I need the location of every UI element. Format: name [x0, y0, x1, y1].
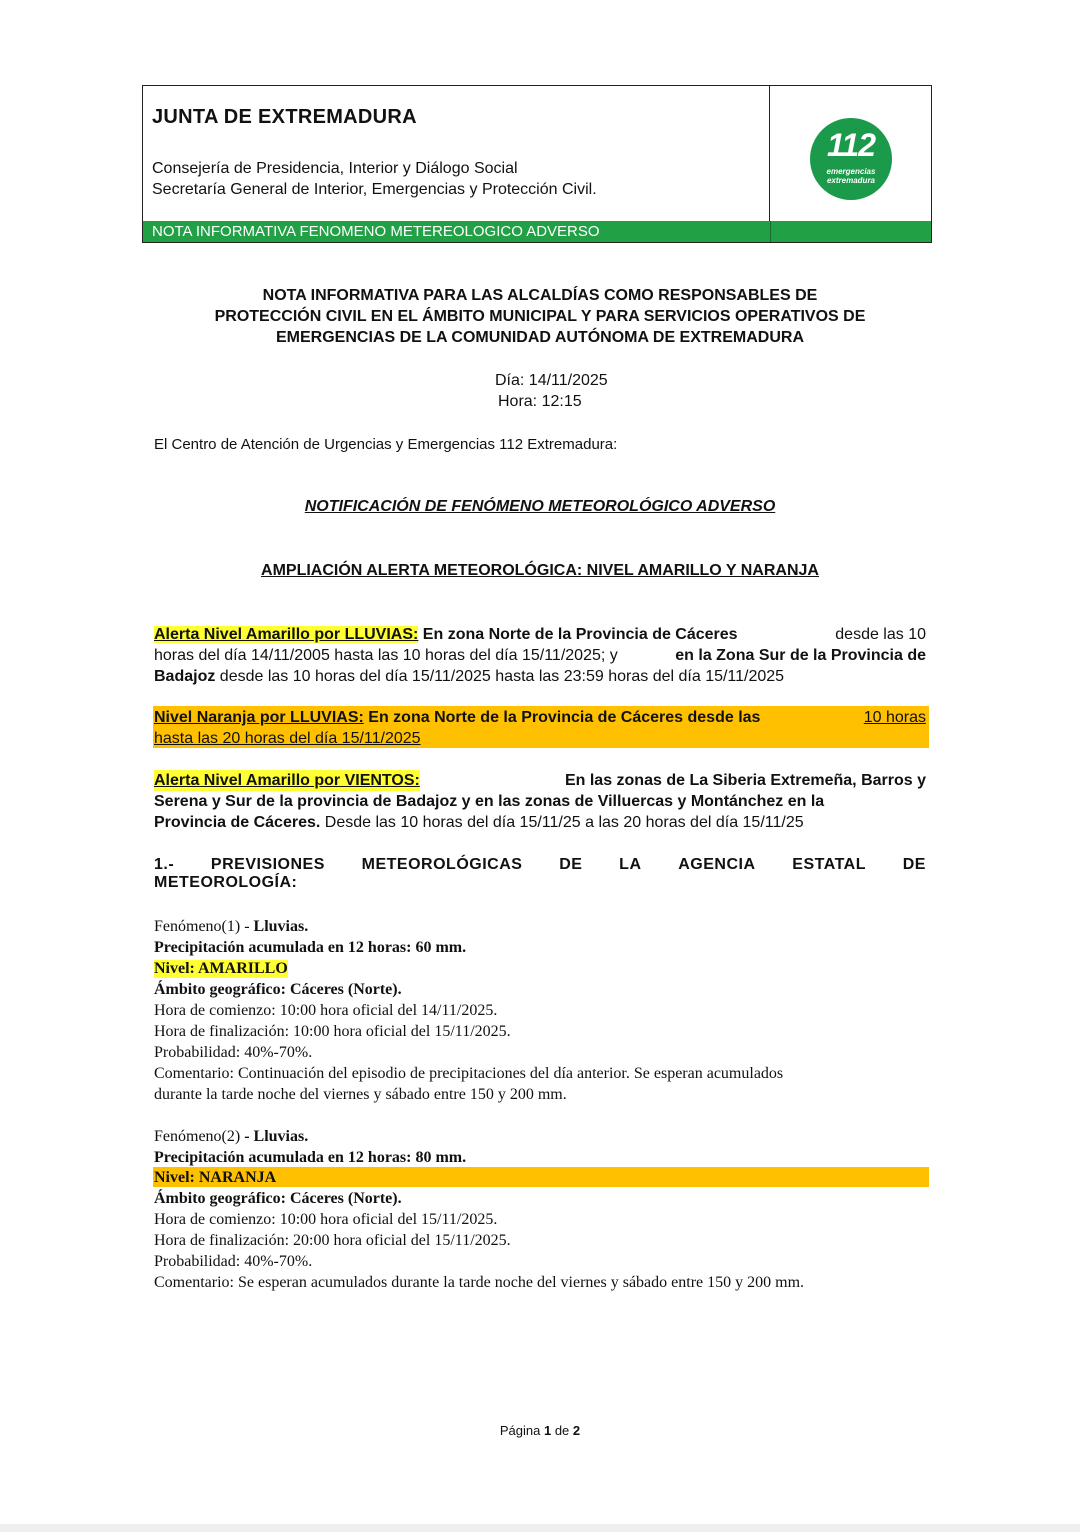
section-1-word: DE	[902, 856, 926, 873]
phenomenon-2-level: Nivel: NARANJA	[154, 1169, 277, 1186]
alert-rain-yellow-line-1	[154, 624, 926, 645]
phenomenon-2-probability: Probabilidad: 40%-70%.	[154, 1253, 313, 1270]
footer-separator: de	[554, 1423, 570, 1438]
section-1-word: AGENCIA	[678, 856, 756, 873]
phenomenon-1-title-bold: Lluvias.	[253, 918, 309, 935]
alert-rain-orange-zone: En zona Norte de la Provincia de Cáceres desde las	[368, 709, 761, 726]
header-box	[142, 85, 932, 243]
extension-title: AMPLIACIÓN ALERTA METEOROLÓGICA: NIVEL AMARILLO Y NARANJA	[261, 562, 819, 579]
footer-total-pages: 2	[572, 1423, 581, 1438]
section-1-word: ESTATAL	[792, 856, 866, 873]
alert-rain-orange	[154, 707, 926, 749]
alert-rain-yellow-zone2b: Badajoz	[154, 668, 216, 685]
intro-text: El Centro de Atención de Urgencias y Emergencias 112 Extremadura:	[154, 436, 618, 453]
phenomenon-2-title	[154, 1128, 308, 1146]
phenomenon-1-scope: Ámbito geográfico: Cáceres (Norte).	[154, 981, 402, 998]
alert-rain-yellow	[154, 624, 926, 687]
alert-wind-yellow-line-3	[154, 812, 926, 833]
alert-rain-yellow-zone2: en la Zona Sur de la Provincia de	[675, 647, 926, 664]
department-line-2: Secretaría General de Interior, Emergencias y Protección Civil.	[152, 181, 597, 198]
department-line-1: Consejería de Presidencia, Interior y Diálogo Social	[152, 160, 518, 177]
phenomenon-2-precip: Precipitación acumulada en 12 horas: 80 mm.	[154, 1149, 467, 1166]
alert-rain-yellow-line-2	[154, 645, 926, 666]
alert-wind-yellow	[154, 770, 926, 833]
phenomenon-2-title-bold: - Lluvias.	[244, 1128, 309, 1145]
phenomenon-2-end: Hora de finalización: 20:00 hora oficial del 15/11/2025.	[154, 1232, 511, 1249]
section-1-heading-line-1	[154, 856, 926, 874]
title-line-3: EMERGENCIAS DE LA COMUNIDAD AUTÓNOMA DE EXTREMADURA	[276, 329, 804, 346]
title-line-2: PROTECCIÓN CIVIL EN EL ÁMBITO MUNICIPAL Y PARA SERVICIOS OPERATIVOS DE	[214, 308, 866, 325]
alert-rain-orange-time1: 10 horas	[863, 709, 926, 726]
phenomenon-1-end: Hora de finalización: 10:00 hora oficial del 15/11/2025.	[154, 1023, 511, 1040]
alert-wind-yellow-line2: Serena y Sur de la provincia de Badajoz y en las zonas de Villuercas y Montánchez en la	[154, 793, 825, 810]
alert-rain-yellow-text1: desde las 10	[835, 626, 926, 643]
header-left-cell	[143, 86, 770, 221]
logo-subtitle-2: extremadura	[826, 176, 876, 185]
page-bottom-edge	[0, 1524, 1080, 1532]
header-band	[143, 221, 931, 242]
date-hour: Hora: 12:15	[498, 393, 582, 410]
phenomenon-1-start: Hora de comienzo: 10:00 hora oficial del 14/11/2025.	[154, 1002, 498, 1019]
alert-rain-yellow-text3: desde las 10 horas del día 15/11/2025 hasta las 23:59 horas del día 15/11/2025	[219, 668, 785, 685]
alert-rain-orange-line-1	[154, 707, 926, 728]
section-1-heading-line-2: METEOROLOGÍA:	[154, 874, 298, 891]
alert-wind-yellow-label: Alerta Nivel Amarillo por VIENTOS:	[154, 772, 420, 789]
phenomenon-1-title-prefix: Fenómeno(1) -	[154, 918, 250, 935]
phenomenon-2-scope: Ámbito geográfico: Cáceres (Norte).	[154, 1190, 402, 1207]
alert-rain-orange-time2: hasta las 20 horas del día 15/11/2025	[154, 730, 421, 747]
phenomenon-1-comment-2: durante la tarde noche del viernes y sábado entre 150 y 200 mm.	[154, 1086, 567, 1103]
alert-rain-yellow-zone1: En zona Norte de la Provincia de Cáceres	[422, 626, 738, 643]
logo-cell	[770, 86, 931, 221]
section-1-word: PREVISIONES	[210, 856, 325, 873]
alert-wind-yellow-line-1	[154, 770, 926, 791]
header-band-text: NOTA INFORMATIVA FENOMENO METEREOLOGICO ADVERSO	[152, 223, 600, 240]
logo-subtitle-1: emergencias	[826, 167, 876, 176]
phenomenon-1-probability: Probabilidad: 40%-70%.	[154, 1044, 313, 1061]
section-1-word: 1.-	[154, 856, 175, 873]
section-1-word: DE	[559, 856, 583, 873]
title-line-1: NOTA INFORMATIVA PARA LAS ALCALDÍAS COMO RESPONSABLES DE	[262, 287, 818, 304]
section-1-word: LA	[619, 856, 642, 873]
logo-number: 112	[826, 127, 875, 163]
band-divider	[770, 221, 771, 242]
section-1-heading	[154, 856, 926, 892]
phenomenon-2-start: Hora de comienzo: 10:00 hora oficial del 15/11/2025.	[154, 1211, 498, 1228]
phenomenon-1-comment-1: Comentario: Continuación del episodio de precipitaciones del día anterior. Se esperan acumulados	[154, 1065, 784, 1082]
alert-rain-yellow-label: Alerta Nivel Amarillo por LLUVIAS:	[154, 626, 419, 643]
alert-wind-yellow-line3-rest: Desde las 10 horas del día 15/11/25 a las 20 horas del día 15/11/25	[324, 814, 804, 831]
organization-name: JUNTA DE EXTREMADURA	[152, 106, 417, 128]
page-footer	[0, 1423, 1080, 1438]
alert-wind-yellow-line3-bold: Provincia de Cáceres.	[154, 814, 321, 831]
alert-rain-yellow-text2: horas del día 14/11/2005 hasta las 10 horas del día 15/11/2025; y	[154, 647, 618, 664]
alert-rain-orange-label: Nivel Naranja por LLUVIAS:	[154, 709, 364, 726]
footer-prefix: Página	[499, 1423, 541, 1438]
phenomenon-1-title	[154, 918, 308, 936]
phenomenon-2-comment: Comentario: Se esperan acumulados durante la tarde noche del viernes y sábado entre 150 y 200 mm.	[154, 1274, 805, 1291]
phenomenon-1-precip: Precipitación acumulada en 12 horas: 60 mm.	[154, 939, 467, 956]
alert-rain-yellow-line-3	[154, 666, 926, 687]
phenomenon-1-level: Nivel: AMARILLO	[154, 960, 288, 977]
section-1-word: METEOROLÓGICAS	[361, 856, 523, 873]
phenomenon-2-title-prefix: Fenómeno(2)	[154, 1128, 241, 1145]
footer-current-page: 1	[543, 1423, 552, 1438]
date-day: Día: 14/11/2025	[495, 372, 608, 389]
alert-wind-yellow-line1: En las zonas de La Siberia Extremeña, Barros y	[564, 772, 926, 789]
notification-title: NOTIFICACIÓN DE FENÓMENO METEOROLÓGICO ADVERSO	[304, 498, 776, 515]
112-emergencias-logo-icon	[810, 118, 892, 200]
